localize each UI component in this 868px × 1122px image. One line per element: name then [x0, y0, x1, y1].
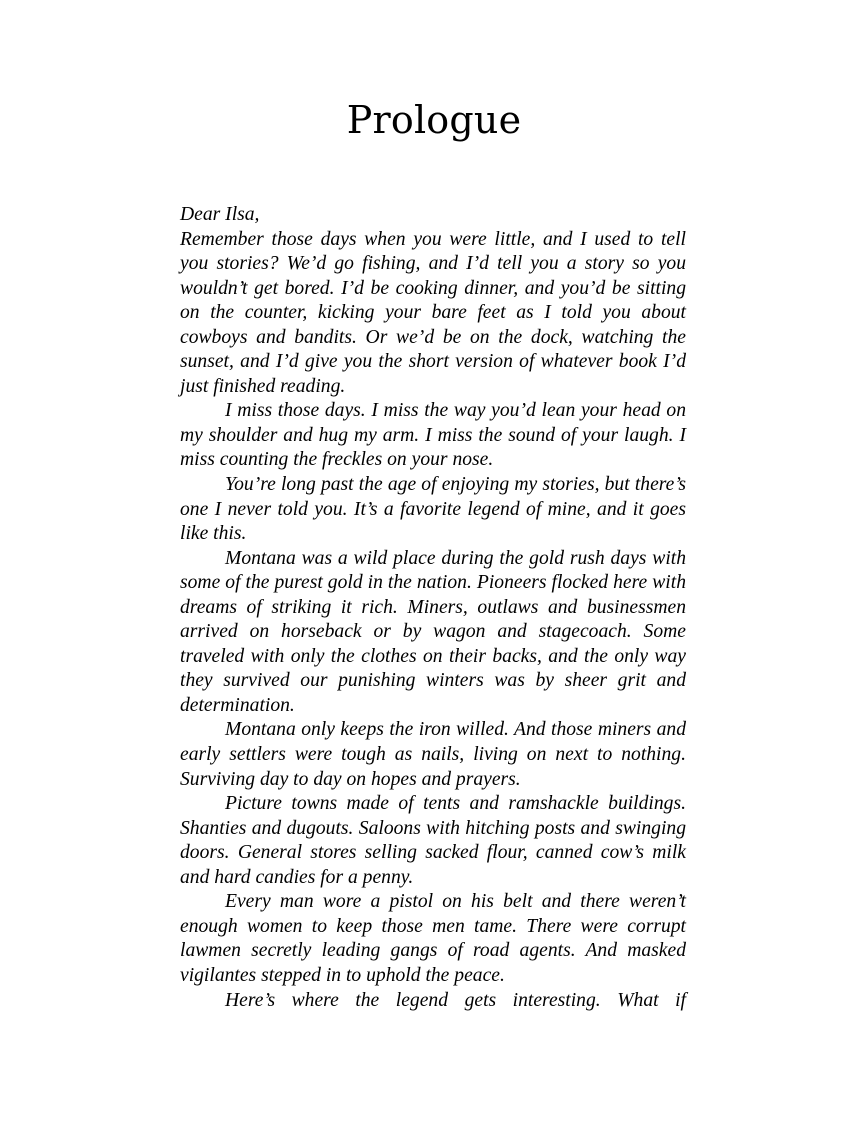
letter-salutation: Dear Ilsa,: [180, 204, 260, 225]
letter-paragraph: You’re long past the age of enjoying my stories, but there’s one I never told you. It’s a favorite legend of mine, and it goes like this.: [180, 474, 686, 545]
letter-paragraph: I miss those days. I miss the way you’d lean your head on my shoulder and hug my arm. I miss the sound of your laugh. I miss counting the freckles on your nose.: [180, 400, 686, 471]
letter-paragraph: Picture towns made of tents and ramshackle buildings. Shanties and dugouts. Saloons with hitching posts and swinging doors. General stores selling sacked flour, canned cow’s milk and hard candies for a penny.: [180, 793, 686, 888]
letter-paragraph: Remember those days when you were little, and I used to tell you stories? We’d go fishing, and I’d tell you a story so you wouldn’t get bored. I’d be cooking dinner, and you’d be sitting on the counter, kicking your bare feet as I told you about cowboys and bandits. Or we’d be on the dock, watching the sunset, and I’d give you the short version of whatever book I’d just finished reading.: [180, 228, 686, 397]
chapter-title: Prologue: [346, 98, 522, 142]
letter-paragraph: Montana was a wild place during the gold rush days with some of the purest gold in the nation. Pioneers flocked here with dreams of striking it rich. Miners, outlaws and businessmen arrived on horseback or by wagon and stagecoach. Some traveled with only the clothes on their backs, and the only way they survived our punishing winters was by sheer grit and determination.: [180, 547, 686, 716]
letter-paragraph: Montana only keeps the iron willed. And those miners and early settlers were tough as nails, living on next to nothing. Surviving day to day on hopes and prayers.: [180, 719, 686, 790]
letter-paragraph: Every man wore a pistol on his belt and there weren’t enough women to keep those men tame. There were corrupt lawmen secretly leading gangs of road agents. And masked vigilantes stepped in to uphold the peace.: [180, 891, 686, 986]
letter-paragraph: Here’s where the legend gets interesting. What if: [225, 989, 686, 1011]
letter-body: [180, 203, 686, 1013]
